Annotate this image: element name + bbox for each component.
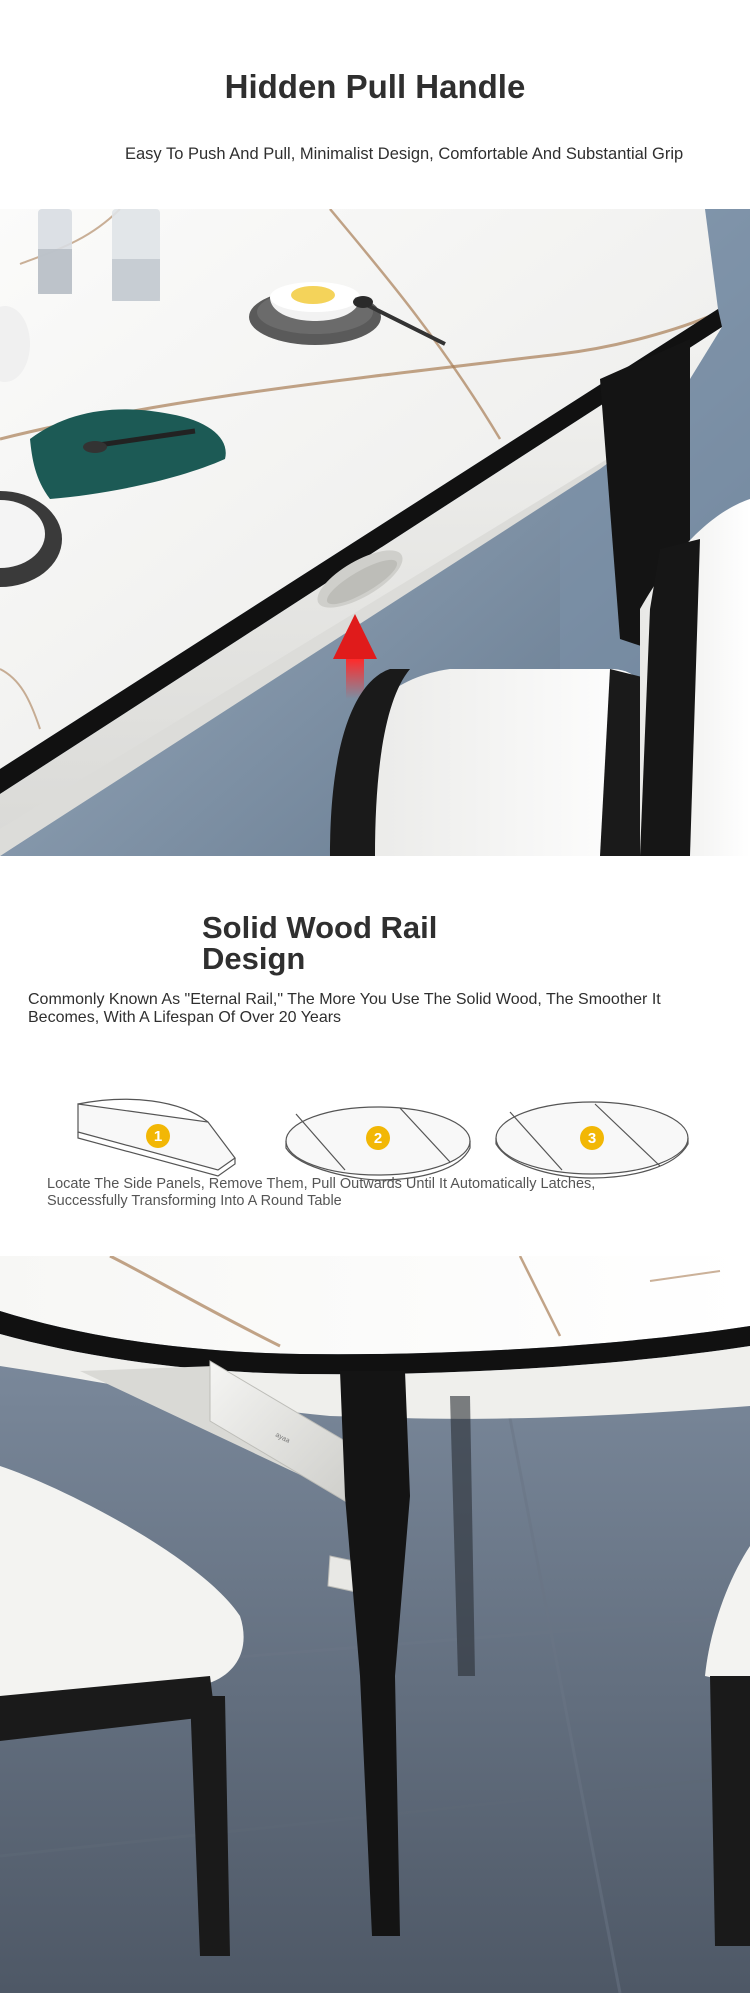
- rail-section: [0, 856, 750, 1256]
- note-line-1: Locate The Side Panels, Remove Them, Pull Outwards Until It Automatically Latches,: [47, 1176, 596, 1192]
- rail-underside-illustration: [0, 1256, 750, 1993]
- section-title-hidden-handle: Hidden Pull Handle: [224, 68, 526, 105]
- handle-section-header: [0, 0, 750, 209]
- step-1-diagram: [78, 1099, 235, 1176]
- rail-description: Commonly Known As "Eternal Rail," The More You Use The Solid Wood, The Smoother It Becomes, With A Lifespan Of Over 20 Years: [28, 991, 661, 1026]
- title-line-2: Design: [202, 941, 306, 976]
- step-1-number: 1: [153, 1128, 163, 1145]
- step-2-diagram: [286, 1107, 470, 1180]
- step-3-diagram: [496, 1102, 688, 1178]
- section-title-solid-wood-rail: [202, 912, 502, 974]
- table-corner-handle-photo: [0, 209, 750, 856]
- table-corner-illustration: [0, 209, 750, 856]
- brand-stamp: ayaa: [274, 1431, 291, 1445]
- transform-instructions: [47, 1176, 687, 1210]
- note-line-2: Successfully Transforming Into A Round Table: [47, 1193, 342, 1209]
- step-3-number: 3: [587, 1130, 597, 1147]
- title-line-1: Solid Wood Rail: [202, 910, 438, 945]
- section-subtitle-hidden-handle: Easy To Push And Pull, Minimalist Design, Comfortable And Substantial Grip: [125, 145, 684, 163]
- table-rail-underside-photo: [0, 1256, 750, 1993]
- page-footer-spacer: [0, 1993, 750, 2013]
- step-2-number: 2: [373, 1130, 383, 1147]
- transform-steps-diagram: [0, 1086, 750, 1186]
